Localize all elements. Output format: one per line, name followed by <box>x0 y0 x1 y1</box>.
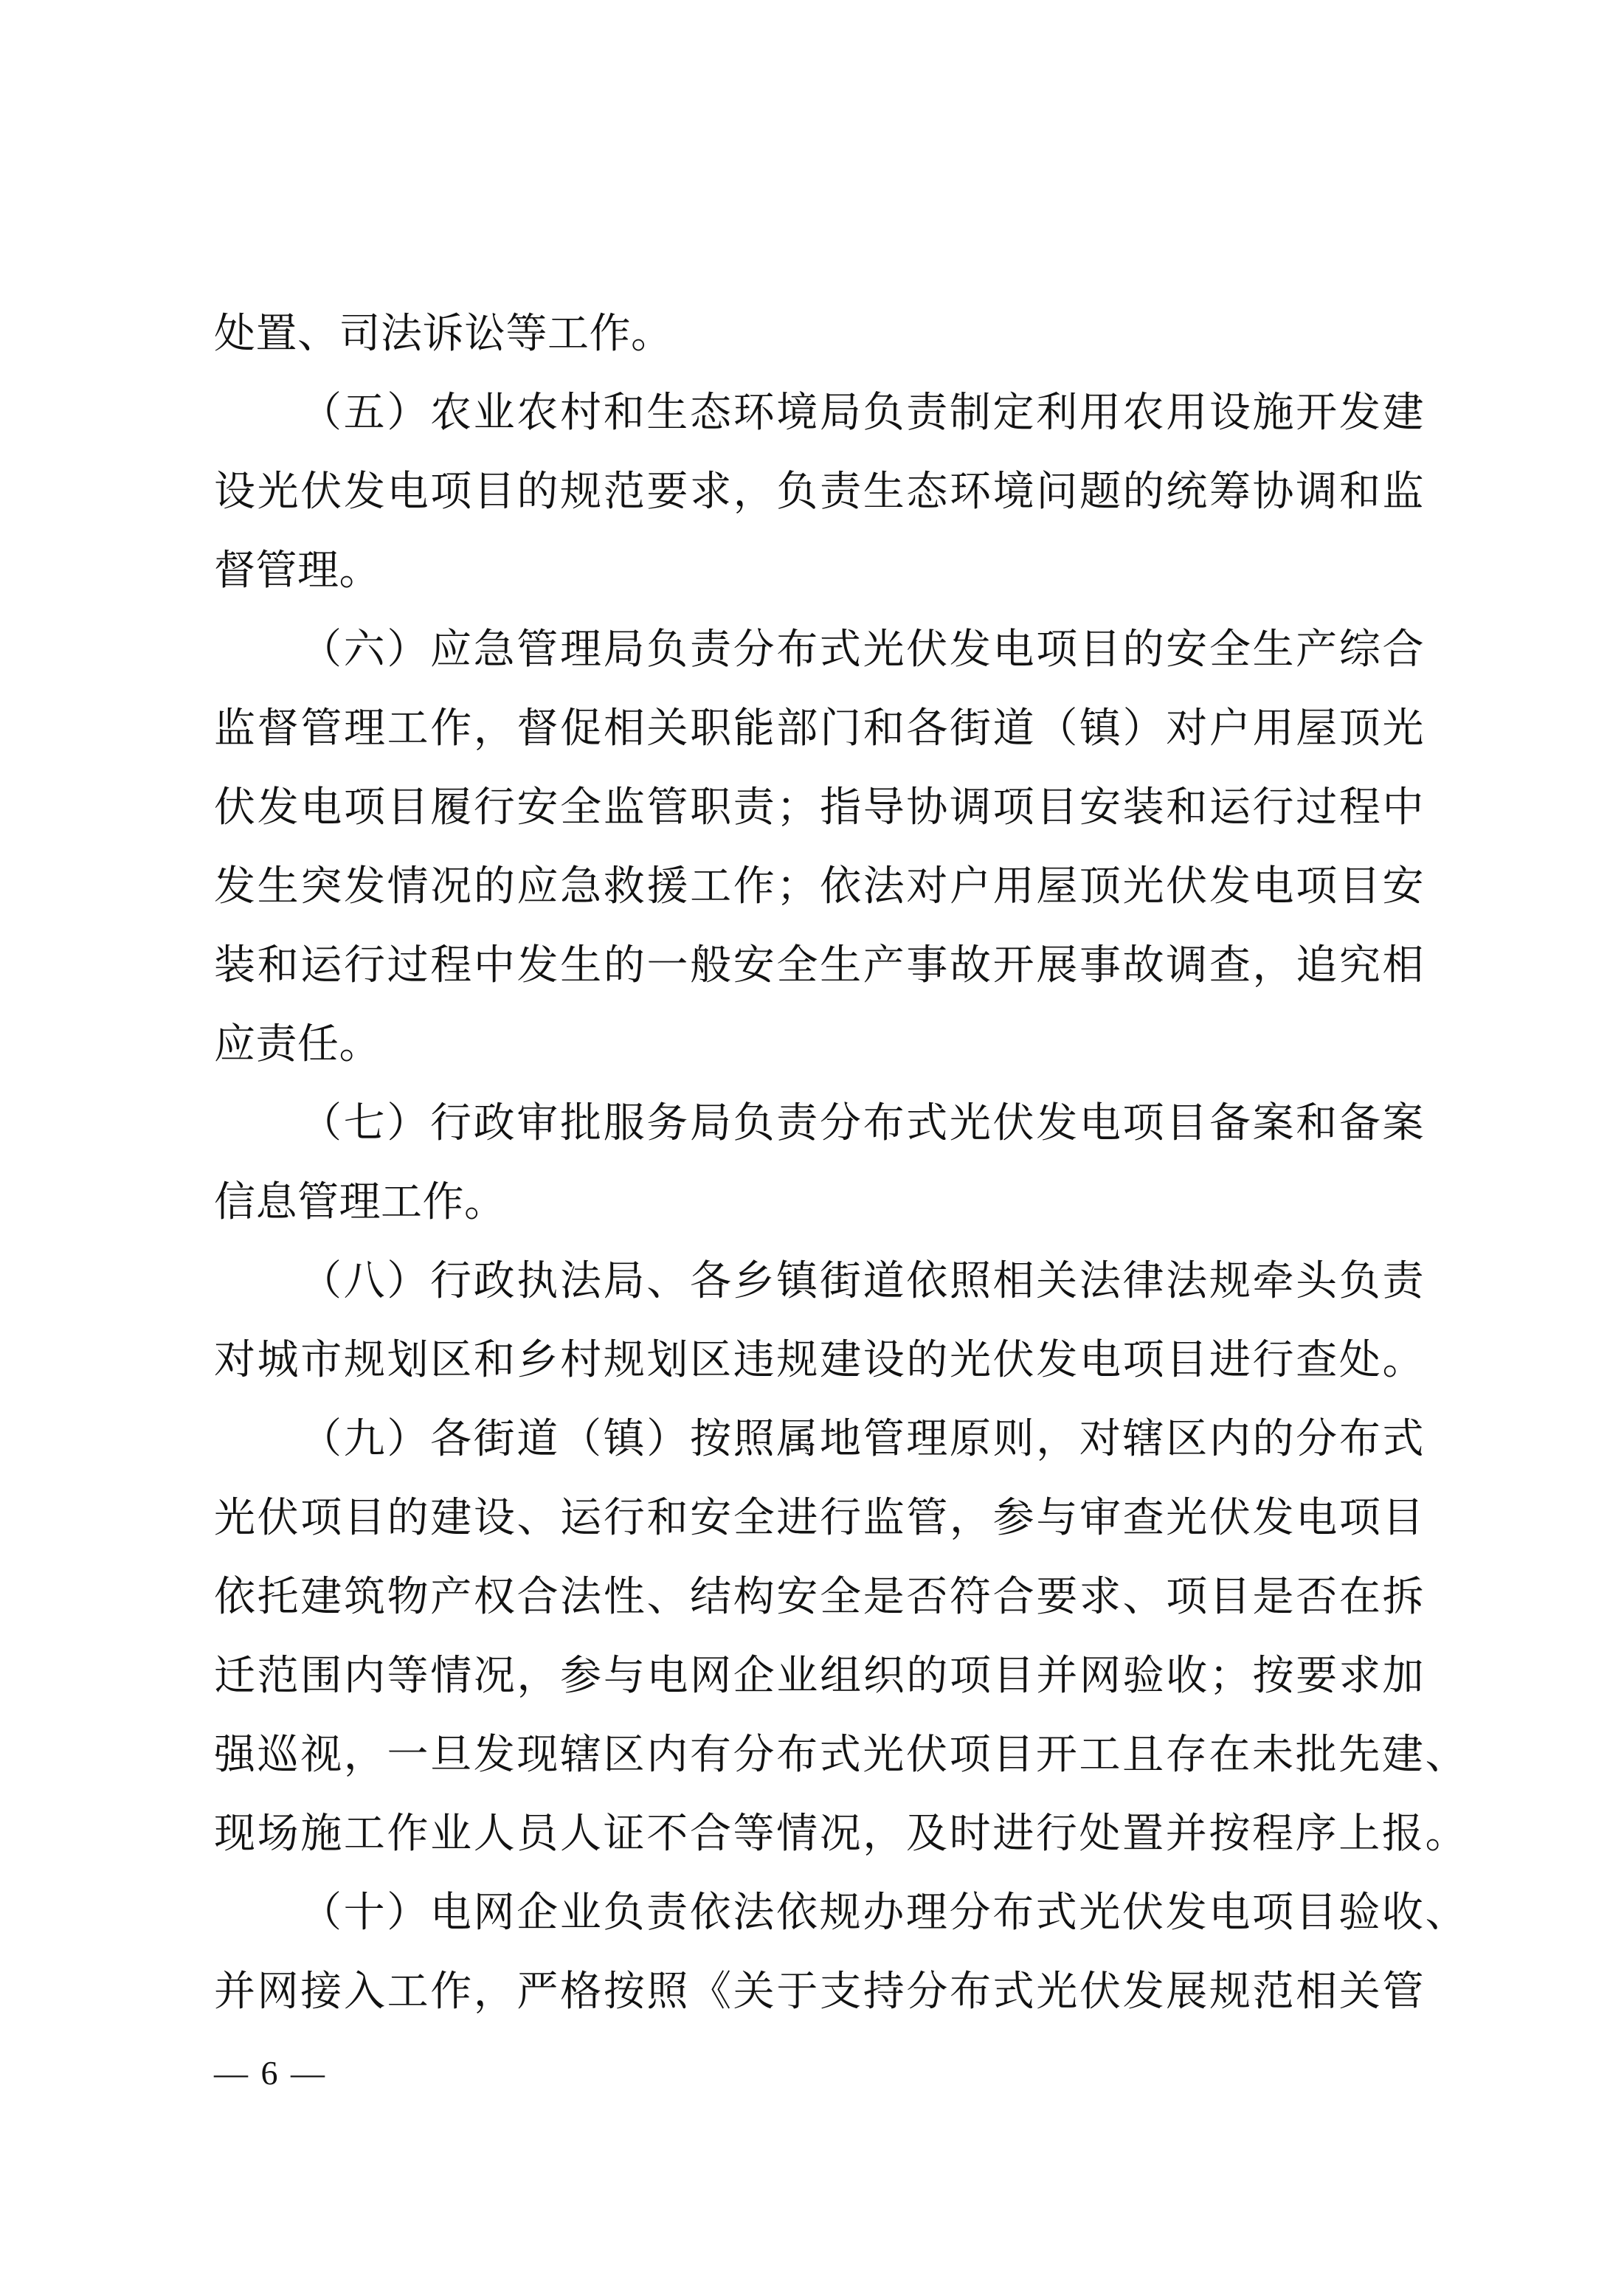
text-line: 应责任。 <box>214 1022 381 1068</box>
text-line: 并网接入工作，严格按照《关于支持分布式光伏发展规范相关管 <box>214 1969 1424 2015</box>
text-line: 对城市规划区和乡村规划区违规建设的光伏发电项目进行查处。 <box>214 1338 1424 1383</box>
text-line: 发生突发情况的应急救援工作；依法对户用屋顶光伏发电项目安 <box>214 864 1424 910</box>
text-line: （九）各街道（镇）按照属地管理原则，对辖区内的分布式 <box>300 1417 1424 1462</box>
text-line: （五）农业农村和生态环境局负责制定利用农用设施开发建 <box>300 390 1424 436</box>
text-line: 依托建筑物产权合法性、结构安全是否符合要求、项目是否在拆 <box>214 1574 1424 1620</box>
text-line: （七）行政审批服务局负责分布式光伏发电项目备案和备案 <box>300 1101 1424 1147</box>
text-line: 光伏项目的建设、运行和安全进行监管，参与审查光伏发电项目 <box>214 1495 1424 1541</box>
text-line: 监督管理工作，督促相关职能部门和各街道（镇）对户用屋顶光 <box>214 706 1424 752</box>
page-number: — 6 — <box>214 2054 327 2092</box>
text-line: 设光伏发电项目的规范要求，负责生态环境问题的统筹协调和监 <box>214 469 1424 515</box>
text-line: （六）应急管理局负责分布式光伏发电项目的安全生产综合 <box>300 627 1424 673</box>
text-line: 迁范围内等情况，参与电网企业组织的项目并网验收；按要求加 <box>214 1653 1424 1699</box>
text-line: 信息管理工作。 <box>214 1180 506 1225</box>
text-line: （八）行政执法局、各乡镇街道依照相关法律法规牵头负责 <box>300 1259 1424 1304</box>
text-line: （十）电网企业负责依法依规办理分布式光伏发电项目验收、 <box>300 1890 1467 1936</box>
text-line: 现场施工作业人员人证不合等情况，及时进行处置并按程序上报。 <box>214 1811 1467 1857</box>
text-line: 强巡视，一旦发现辖区内有分布式光伏项目开工且存在未批先建、 <box>214 1732 1467 1778</box>
text-line: 装和运行过程中发生的一般安全生产事故开展事故调查，追究相 <box>214 943 1424 989</box>
text-line: 督管理。 <box>214 548 381 594</box>
text-line: 伏发电项目履行安全监管职责；指导协调项目安装和运行过程中 <box>214 785 1424 831</box>
document-body <box>214 295 1468 2032</box>
text-line: 处置、司法诉讼等工作。 <box>214 311 673 357</box>
